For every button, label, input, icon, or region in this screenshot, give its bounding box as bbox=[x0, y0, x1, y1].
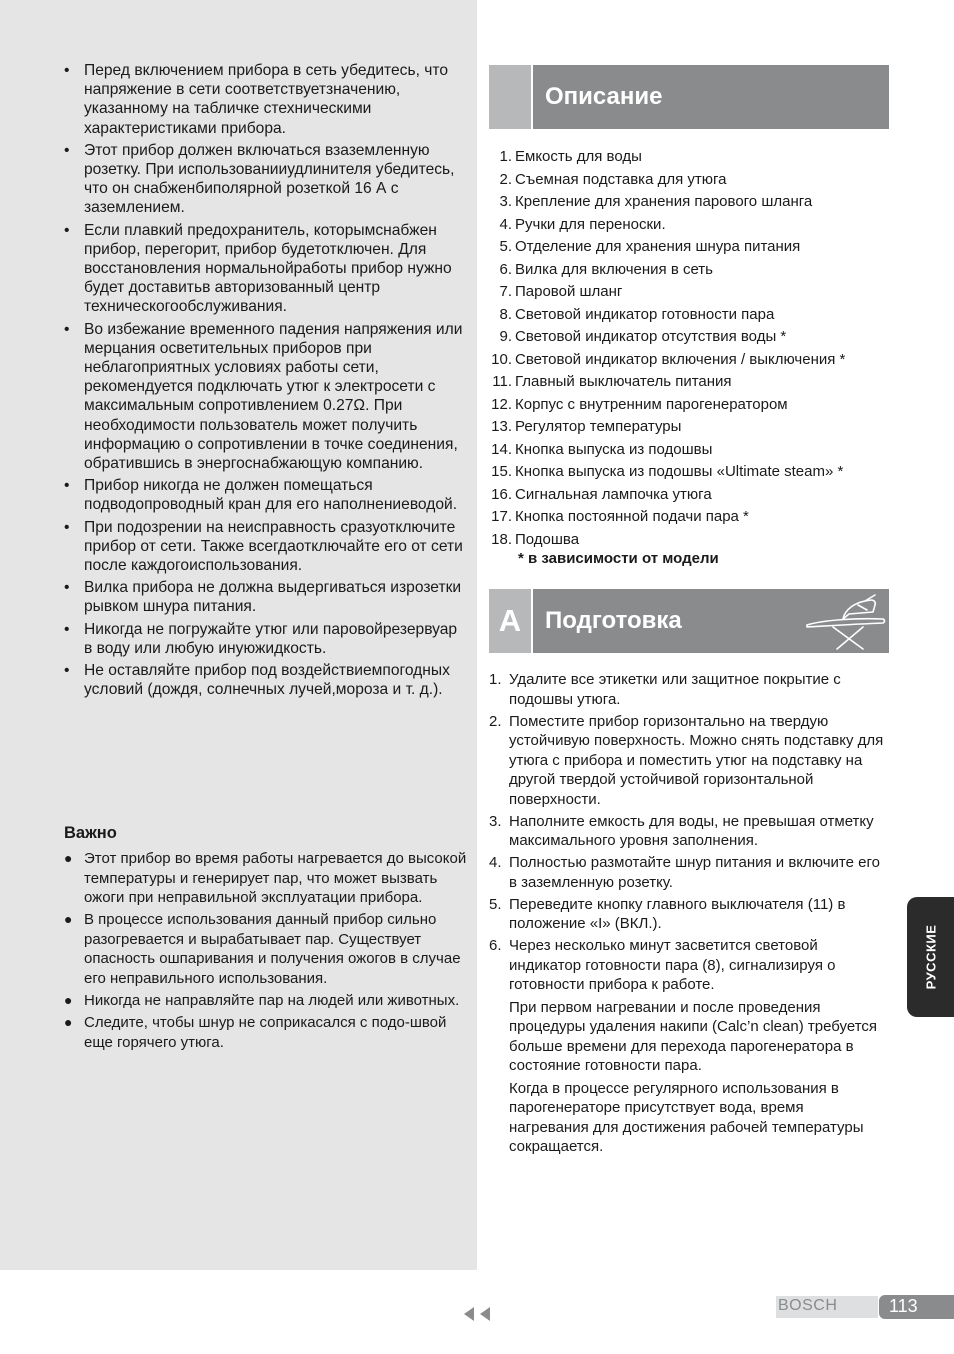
step-note: Когда в процессе регулярного использования в парогенераторе присутствует вода, время нагревания для достижения рабочей температуры сокращается. bbox=[509, 1079, 864, 1155]
header-separator bbox=[531, 65, 533, 129]
list-item: 5. Отделение для хранения шнура питания bbox=[499, 238, 801, 255]
list-item: 7. Паровой шланг bbox=[499, 283, 623, 300]
preparation-steps bbox=[489, 670, 887, 1159]
important-heading: Важно bbox=[64, 824, 117, 842]
list-item: ● Этот прибор во время работы нагревается до высокой температуры и генерирует пар, что может вызвать ожоги при неправильной эксплуатации прибора. bbox=[64, 850, 467, 907]
list-item: • Никогда не погружайте утюг или паровойрезервуар в воду или любую инуюжидкость. bbox=[64, 620, 458, 657]
preparation-header bbox=[489, 589, 889, 653]
list-item: 8. Световой индикатор готовности пара bbox=[499, 305, 775, 323]
list-item: 6. Вилка для включения в сеть bbox=[499, 260, 713, 278]
list-item: 9. Световой индикатор отсутствия воды * bbox=[499, 328, 787, 345]
list-item: • Перед включением прибора в сеть убедитесь, что напряжение в сети соответствуетзначению, указанному на табличке стехническими характеристиками прибора. bbox=[64, 62, 449, 137]
list-item: 18. Подошва bbox=[491, 530, 580, 548]
list-item: ● В процессе использования данный прибор сильно разогревается и вырабатывает пар. Существует опасность ошпаривания и получения ожогов в случае его неправильного использования. bbox=[64, 911, 461, 988]
list-item: 5. Переведите кнопку главного выключателя (11) в положение «I» (ВКЛ.). bbox=[489, 895, 846, 932]
header-marker-box bbox=[489, 65, 531, 129]
description-header bbox=[489, 65, 889, 129]
list-item: • Во избежание временного падения напряжения или мерцания осветительных приборов при неблагоприятных условиях работы сети, рекомендуется подключать утюг к электросети с максимальным сопротивлением 0.27Ω. При необходимости пользователь может получить информацию о сопротивлении в точке соединения, обратившись в энергоснабжающую компанию. bbox=[64, 320, 463, 473]
list-item: 6. Через несколько минут засветится световой индикатор готовности пара (8), сигнализируя о готовности прибора к работе. При первом нагревании и после проведения процедуры удаления накипи (Calc’n clean) требуется больше времени для перехода парогенератора в состояние готовности пара. Когда в процессе регулярного использования в парогенераторе присутствует вода, время нагревания для достижения рабочей температуры сокращается. bbox=[489, 936, 887, 1157]
list-item: 3. Наполните емкость для воды, не превышая отметку максимального уровня заполнения. bbox=[489, 812, 874, 849]
header-separator bbox=[531, 589, 533, 653]
brand-name: BOSCH bbox=[778, 1297, 838, 1314]
description-title: Описание bbox=[545, 83, 663, 110]
section-letter: A bbox=[489, 589, 531, 653]
list-item: 4. Ручки для переноски. bbox=[499, 215, 666, 233]
list-item: 16. Сигнальная лампочка утюга bbox=[491, 485, 712, 503]
list-item: 1. Емкость для воды bbox=[499, 148, 642, 165]
list-item: 10. Световой индикатор включения / выключения * bbox=[491, 350, 846, 368]
page-number-text: 113 bbox=[889, 1296, 918, 1316]
list-item: 2. Поместите прибор горизонтально на твердую устойчивую поверхность. Можно снять подставку для утюга с прибора и поместить утюг на подставку на другой твердой устойчивой горизонтальной поверхности. bbox=[489, 712, 884, 808]
list-item: • Этот прибор должен включаться взаземленную розетку. При использованииудлинителя убедитесь, что он снабженбиполярной розеткой 16 А с заземлением. bbox=[64, 141, 455, 217]
list-item: 4. Полностью размотайте шнур питания и включите его в заземленную розетку. bbox=[489, 854, 880, 891]
parts-list bbox=[486, 146, 896, 551]
list-item: ● Никогда не направляйте пар на людей или животных. bbox=[64, 992, 460, 1010]
list-item: 14. Кнопка выпуска из подошвы bbox=[491, 440, 713, 458]
page-number bbox=[879, 1295, 954, 1319]
list-item: 17. Кнопка постоянной подачи пара * bbox=[491, 508, 749, 525]
list-item: 15. Кнопка выпуска из подошвы «Ultimate steam» * bbox=[491, 463, 844, 480]
list-item: 1. Удалите все этикетки или защитное покрытие с подошвы утюга. bbox=[489, 671, 841, 708]
list-item: 11. Главный выключатель питания bbox=[492, 373, 732, 390]
ironing-board-icon bbox=[803, 591, 887, 651]
language-tab[interactable] bbox=[907, 897, 954, 1017]
list-item: 12. Корпус с внутренним парогенератором bbox=[491, 395, 788, 413]
language-label: РУССКИЕ bbox=[923, 924, 938, 990]
step-note: При первом нагревании и после проведения процедуры удаления накипи (Calc’n clean) требуется больше времени для перехода парогенератора в состояние готовности пара. bbox=[509, 998, 878, 1074]
list-item: 3. Крепление для хранения парового шланга bbox=[499, 193, 813, 210]
back-arrows-icon[interactable] bbox=[462, 1306, 492, 1322]
important-list bbox=[64, 849, 468, 1055]
preparation-title: Подготовка bbox=[545, 607, 682, 634]
safety-list bbox=[64, 61, 468, 703]
brand-bar bbox=[776, 1296, 878, 1318]
list-item: • Прибор никогда не должен помещаться подводопроводный кран для его наполнениеводой. bbox=[64, 477, 458, 514]
list-item: 2. Съемная подставка для утюга bbox=[499, 170, 727, 188]
list-item: • Если плавкий предохранитель, которымснабжен прибор, перегорит, прибор будетотключен. Для восстановления нормальнойработы прибор нужно будет доставитьв авторизованный центр техническогообслуживания. bbox=[64, 221, 452, 316]
list-item: • При подозрении на неисправность сразуотключите прибор от сети. Также всегдаотключайте его от сети после каждогоиспользования. bbox=[64, 518, 463, 575]
list-item: ● Следите, чтобы шнур не соприкасался с подо-швой еще горячего утюга. bbox=[64, 1014, 447, 1051]
list-item: • Вилка прибора не должна выдергиваться изрозетки рывком шнура питания. bbox=[64, 579, 462, 616]
list-item: • Не оставляйте прибор под воздействиемпогодных условий (дождя, солнечных лучей,мороза и т. д.). bbox=[64, 662, 450, 699]
model-footnote: * в зависимости от модели bbox=[518, 550, 719, 567]
list-item: 13. Регулятор температуры bbox=[491, 418, 682, 435]
